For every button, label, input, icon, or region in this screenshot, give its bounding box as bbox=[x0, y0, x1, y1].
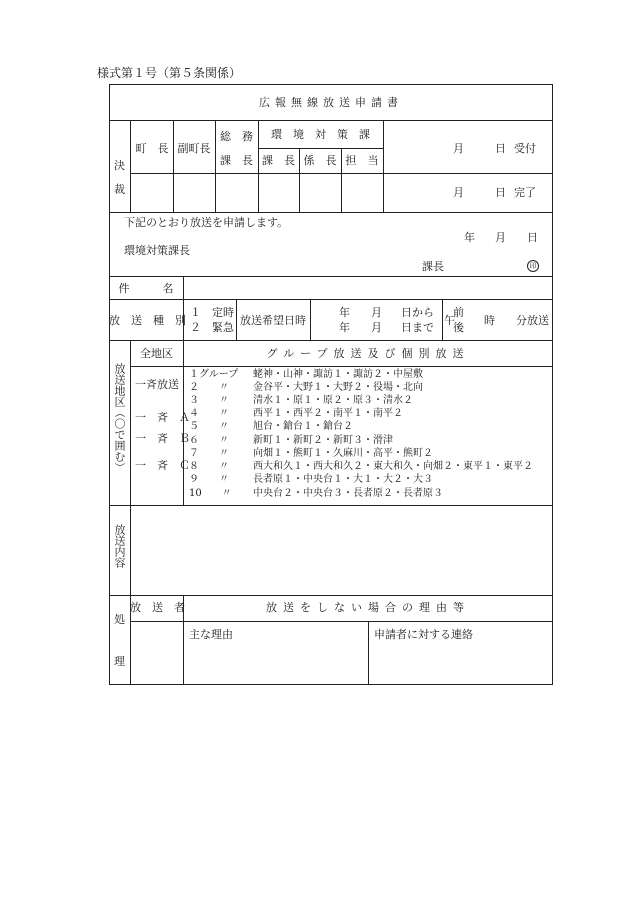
group-number[interactable]: ６ 〃 bbox=[189, 435, 229, 446]
broadcast-type-b[interactable]: 一 斉 Ｂ bbox=[135, 432, 190, 445]
group-number[interactable]: ７ 〃 bbox=[189, 448, 229, 459]
group-number[interactable]: ３ 〃 bbox=[189, 395, 229, 406]
ampm-prefix: 午 bbox=[444, 314, 455, 327]
broadcast-type-c[interactable]: 一 斉 Ｃ bbox=[135, 459, 190, 472]
content-area[interactable] bbox=[131, 506, 552, 594]
dept-tanto: 担 当 bbox=[345, 154, 379, 167]
type-option-scheduled[interactable]: １ 定時 bbox=[190, 306, 234, 319]
groups-header: グループ放送及び個別放送 bbox=[266, 347, 470, 360]
to-month: 月 bbox=[371, 321, 382, 334]
group-areas: 新町１・新町２・新町３・滑津 bbox=[253, 435, 393, 446]
main-reason-label: 主な理由 bbox=[189, 628, 233, 641]
received-month: 月 bbox=[453, 142, 464, 155]
group-number[interactable]: １グループ bbox=[189, 369, 239, 380]
mayor-header: 町 長 bbox=[135, 142, 169, 155]
dept-kakaricho: 係 長 bbox=[303, 154, 337, 167]
group-number[interactable]: ２ 〃 bbox=[189, 382, 229, 393]
completed-label: 完了 bbox=[514, 186, 536, 199]
to-suffix: 日まで bbox=[401, 321, 434, 334]
application-day: 日 bbox=[527, 231, 538, 244]
form-number: 様式第１号（第５条関係） bbox=[97, 66, 242, 80]
area-label: 放送地区（〇で囲む） bbox=[113, 363, 126, 473]
somu-header-top: 総 務 bbox=[220, 130, 253, 143]
desired-time-label: 放送希望日時 bbox=[240, 314, 306, 327]
approval-side-label-bottom: 裁 bbox=[114, 183, 125, 196]
completed-day: 日 bbox=[495, 186, 506, 199]
broadcast-type-label: 放 送 種 別 bbox=[109, 314, 186, 327]
contact-label: 申請者に対する連絡 bbox=[374, 628, 473, 641]
from-year: 年 bbox=[339, 306, 350, 319]
applicant-title: 課長 bbox=[422, 260, 444, 273]
from-month: 月 bbox=[371, 306, 382, 319]
approval-side-label-top: 決 bbox=[114, 159, 125, 172]
form-title: 広報無線放送申請書 bbox=[259, 96, 403, 109]
received-label: 受付 bbox=[514, 142, 536, 155]
processing-side-label-top: 処 bbox=[114, 613, 125, 626]
group-areas: 長者原１・中央台１・大１・大２・大３ bbox=[253, 474, 433, 485]
application-month: 月 bbox=[495, 231, 506, 244]
dept-header: 環 境 対 策 課 bbox=[271, 128, 370, 141]
somu-header-bottom: 課 長 bbox=[220, 154, 253, 167]
group-number[interactable]: ５ 〃 bbox=[189, 421, 229, 432]
applicant-dept: 環境対策課長 bbox=[124, 244, 190, 257]
hour-label: 時 bbox=[484, 314, 495, 327]
group-areas: 旭台・鎗台１・鎗台２ bbox=[253, 421, 353, 432]
reason-header: 放送をしない場合の理由等 bbox=[266, 601, 470, 614]
application-year: 年 bbox=[464, 231, 475, 244]
completed-month: 月 bbox=[453, 186, 464, 199]
content-label: 放送内容 bbox=[113, 524, 126, 568]
group-areas: 西平１・西平２・南平１・南平２ bbox=[253, 408, 403, 419]
to-year: 年 bbox=[339, 321, 350, 334]
group-number[interactable]: 10 〃 bbox=[189, 488, 232, 499]
group-areas: 蛯神・山神・諏訪１・諏訪２・中屋敷 bbox=[253, 369, 423, 380]
group-areas: 西大和久１・西大和久２・東大和久・向畑２・東平１・東平２ bbox=[253, 461, 533, 472]
received-day: 日 bbox=[495, 142, 506, 155]
broadcast-type-all[interactable]: 一斉放送 bbox=[135, 378, 179, 391]
group-areas: 中央台２・中央台３・長者原２・長者原３ bbox=[253, 488, 443, 499]
group-areas: 向畑１・熊町１・久麻川・高平・熊町２ bbox=[253, 448, 433, 459]
all-area[interactable]: 全地区 bbox=[140, 347, 173, 360]
broadcaster-label: 放 送 者 bbox=[130, 601, 185, 614]
group-number[interactable]: ４ 〃 bbox=[189, 408, 229, 419]
application-statement: 下記のとおり放送を申請します。 bbox=[124, 216, 289, 229]
from-suffix: 日から bbox=[401, 306, 434, 319]
broadcast-type-a[interactable]: 一 斉 Ａ bbox=[135, 411, 190, 424]
group-areas: 清水１・原１・原２・原３・清水２ bbox=[253, 395, 413, 406]
dept-kacho: 課 長 bbox=[262, 154, 295, 167]
subject-label: 件 名 bbox=[118, 282, 174, 295]
deputy-mayor-header: 副町長 bbox=[177, 142, 211, 155]
group-number[interactable]: ９ 〃 bbox=[189, 474, 229, 485]
minute-label: 分放送 bbox=[516, 314, 549, 327]
group-areas: 金谷平・大野１・大野２・役場・北向 bbox=[253, 382, 423, 393]
group-number[interactable]: ８ 〃 bbox=[189, 461, 229, 472]
seal-mark-icon: 印 bbox=[527, 260, 539, 272]
type-option-emergency[interactable]: ２ 緊急 bbox=[190, 321, 234, 334]
ampm-am[interactable]: 前 bbox=[453, 306, 464, 319]
processing-side-label-bottom: 理 bbox=[114, 655, 125, 668]
ampm-pm[interactable]: 後 bbox=[453, 321, 464, 334]
